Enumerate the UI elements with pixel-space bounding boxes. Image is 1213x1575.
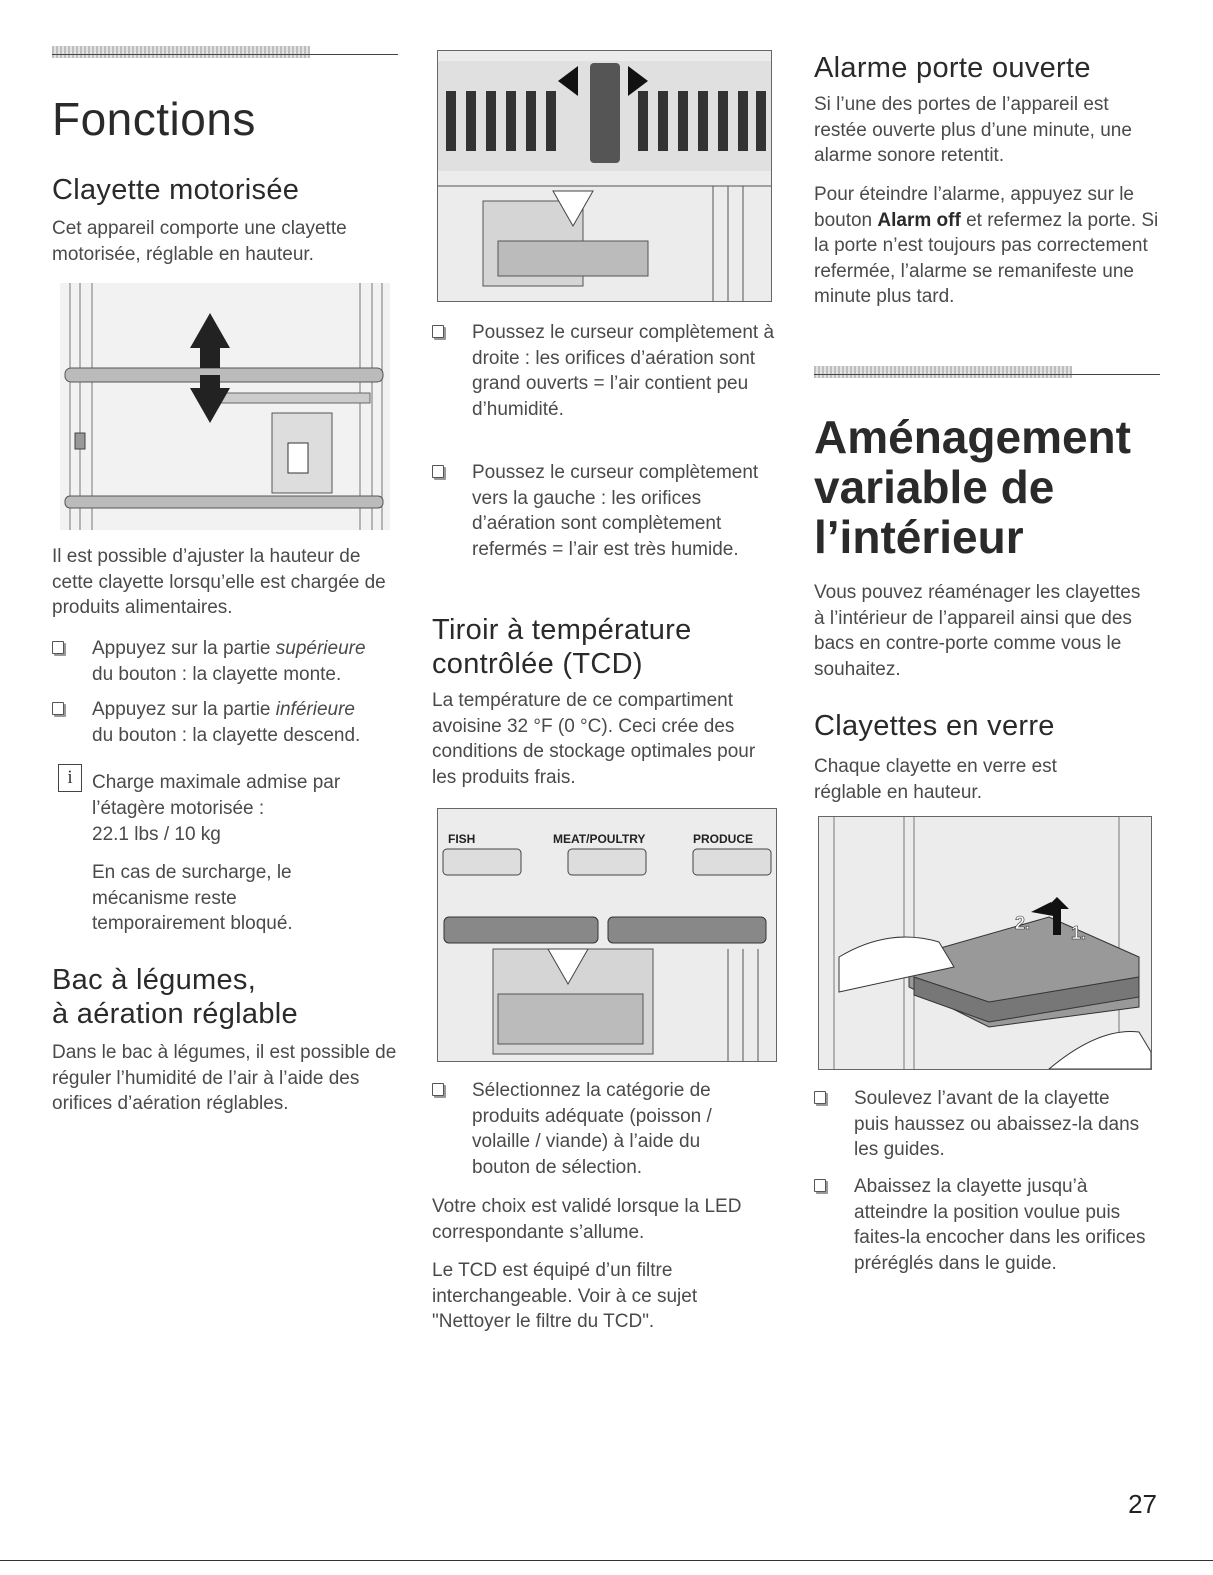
amen-heading-line-3: l’intérieur — [814, 511, 1024, 563]
bullet-text: Soulevez l’avant de la clayette puis haussez ou abaissez-la dans les guides. — [854, 1088, 1140, 1160]
shelf-para: Il est possible d’ajuster la hauteur de cette clayette lorsqu’elle est chargée de produits alimentaires. — [52, 546, 386, 618]
tcd-panel-illustration — [438, 809, 776, 1061]
glass-shelf-illustration — [819, 817, 1151, 1069]
glass-shelf-figure — [818, 816, 1152, 1070]
shelf-up-bullet — [52, 636, 402, 688]
slider-left-bullet — [432, 460, 780, 588]
alarm-text: Pour éteindre l’alarme, appuyez sur le bouton — [814, 184, 1135, 231]
checkbox-bullet-icon — [432, 1083, 444, 1096]
checkbox-bullet-icon — [432, 465, 444, 478]
panel-label-produce: PRODUCE — [693, 832, 754, 846]
info-para-2: En cas de surcharge, le mécanisme reste temporairement bloqué. — [92, 862, 293, 934]
tcd-panel-figure — [437, 808, 777, 1062]
glass-lower-bullet — [814, 1174, 1160, 1278]
tcd-heading-line-2: contrôlée (TCD) — [432, 648, 643, 680]
bullet-text: Abaissez la clayette jusqu’à atteindre la position voulue puis faites-la encocher dans les orifices préréglés dans le guide. — [854, 1176, 1146, 1274]
info-icon: i — [58, 764, 82, 792]
section-rule-line — [814, 374, 1160, 375]
checkbox-bullet-icon — [814, 1091, 826, 1104]
glass-lift-bullet — [814, 1086, 1160, 1166]
shelf-down-bullet — [52, 697, 402, 749]
bullet-text: Poussez le curseur complètement à droite : les orifices d’aération sont grand ouverts = l’air contient peu d’humidité. — [472, 322, 775, 420]
page-title: Fonctions — [52, 93, 256, 145]
humidity-slider-figure — [437, 50, 772, 302]
shelf-heading: Clayette motorisée — [52, 174, 300, 206]
bullet-text: Poussez le curseur complètement vers la gauche : les orifices d’aération sont complètement refermés = l’air est très humide. — [472, 462, 759, 560]
shelf-intro: Cet appareil comporte une clayette motorisée, réglable en hauteur. — [52, 218, 347, 265]
bullet-text: Appuyez sur la partie — [92, 638, 276, 659]
step-1-label: 1. — [1071, 923, 1087, 943]
checkbox-bullet-icon — [52, 702, 64, 715]
filter-para: Le TCD est équipé d’un filtre interchangeable. Voir à ce sujet "Nettoyer le filtre du TCD". — [432, 1260, 698, 1332]
amen-heading-line-2: variable de — [814, 461, 1055, 513]
footer-rule — [0, 1560, 1213, 1561]
alarm-heading: Alarme porte ouverte — [814, 52, 1091, 84]
info-line-2: l’étagère motorisée : — [92, 798, 265, 819]
checkbox-bullet-icon — [52, 641, 64, 654]
alarm-para-2 — [814, 182, 1160, 310]
bullet-text: du bouton : la clayette descend. — [92, 724, 361, 746]
glass-para: Chaque clayette en verre est réglable en hauteur. — [814, 756, 1057, 803]
tcd-para: La température de ce compartiment avoisine 32 °F (0 °C). Ceci crée des conditions de stockage optimales pour les produits frais. — [432, 690, 756, 788]
panel-label-fish: FISH — [448, 832, 476, 846]
checkbox-bullet-icon — [814, 1179, 826, 1192]
amen-heading-line-1: Aménagement — [814, 411, 1131, 463]
motorized-shelf-illustration — [60, 283, 390, 530]
bullet-emphasis: supérieure — [275, 638, 366, 659]
bullet-emphasis: inférieure — [275, 699, 355, 720]
alarm-para-1: Si l’une des portes de l’appareil est restée ouverte plus d’une minute, une alarme sonore retentit. — [814, 94, 1132, 166]
step-2-label: 2. — [1015, 913, 1031, 933]
section-rule-bar — [814, 366, 1072, 378]
veg-heading-line-1: Bac à légumes, — [52, 964, 257, 996]
bullet-text: Sélectionnez la catégorie de produits adéquate (poisson / volaille / viande) à l’aide du bouton de sélection. — [472, 1080, 712, 1178]
info-line-1: Charge maximale admise par — [92, 772, 341, 793]
section-rule-bar — [52, 46, 310, 58]
tcd-select-bullet — [432, 1078, 780, 1182]
alarm-off-label: Alarm off — [877, 209, 961, 231]
bullet-text: du bouton : la clayette monte. — [92, 663, 342, 685]
section-rule-line — [52, 54, 398, 55]
led-para: Votre choix est validé lorsque la LED correspondante s’allume. — [432, 1196, 742, 1243]
humidity-slider-illustration — [438, 51, 771, 301]
checkbox-bullet-icon — [432, 325, 444, 338]
alarm-text: et refermez la porte. Si la porte n’est toujours pas correctement refermée, l’alarme se remanifeste une minute plus tard. — [814, 209, 1159, 307]
amen-para: Vous pouvez réaménager les clayettes à l’intérieur de l’appareil ainsi que des bacs en contre-porte comme vous le souhaitez. — [814, 582, 1141, 680]
glass-heading: Clayettes en verre — [814, 710, 1055, 742]
slider-right-bullet — [432, 320, 780, 448]
veg-para: Dans le bac à légumes, il est possible de réguler l’humidité de l’air à l’aide des orifices d’aération réglables. — [52, 1042, 397, 1114]
bullet-text: Appuyez sur la partie — [92, 699, 276, 720]
panel-label-meat: MEAT/POULTRY — [553, 832, 646, 846]
veg-heading-line-2: à aération réglable — [52, 998, 298, 1030]
info-line-3: 22.1 lbs / 10 kg — [92, 824, 221, 845]
page-number: 27 — [1128, 1489, 1157, 1519]
tcd-heading-line-1: Tiroir à température — [432, 614, 692, 646]
motorized-shelf-figure — [60, 283, 390, 530]
